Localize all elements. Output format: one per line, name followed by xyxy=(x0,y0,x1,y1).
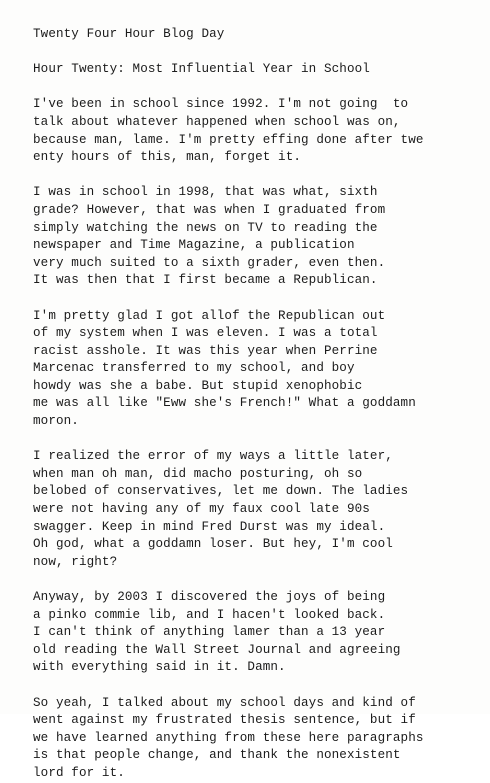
paragraph-line: enty hours of this, man, forget it. xyxy=(33,150,302,165)
paragraph-line: with everything said in it. Damn. xyxy=(33,660,286,675)
paragraph-line: I was in school in 1998, that was what, sixth xyxy=(33,185,378,200)
paragraph-line: is that people change, and thank the nonexistent xyxy=(33,748,401,763)
paragraph-3 xyxy=(33,308,483,431)
paragraph-line: moron. xyxy=(33,414,79,429)
paragraph-line: So yeah, I talked about my school days and kind of xyxy=(33,695,416,710)
paragraph-line: now, right? xyxy=(33,554,118,569)
paragraph-line: very much suited to a sixth grader, even then. xyxy=(33,255,386,270)
spacer xyxy=(33,44,483,62)
paragraph-line: howdy was she a babe. But stupid xenophobic xyxy=(33,378,363,393)
paragraph-line: me was all like "Eww she's French!" What a goddamn xyxy=(33,396,416,411)
spacer xyxy=(33,571,483,589)
spacer xyxy=(33,431,483,449)
paragraph-line: went against my frustrated thesis sentence, but if xyxy=(33,713,416,728)
paragraph-line: were not having any of my faux cool late 90s xyxy=(33,502,370,517)
paragraph-line: I can't think of anything lamer than a 13 year xyxy=(33,625,386,640)
document-title: Twenty Four Hour Blog Day xyxy=(33,27,225,41)
paragraph-line: belobed of conservatives, let me down. The ladies xyxy=(33,484,409,499)
paragraph-line: Anyway, by 2003 I discovered the joys of being xyxy=(33,590,386,604)
spacer xyxy=(33,79,483,97)
paragraph-line: a pinko commie lib, and I hacen't looked back. xyxy=(33,607,386,622)
paragraph-line: we have learned anything from these here paragraphs xyxy=(33,730,424,745)
paragraph-line: of my system when I was eleven. I was a total xyxy=(33,326,378,341)
paragraph-line: It was then that I first became a Republican. xyxy=(33,273,378,288)
spacer xyxy=(33,677,483,695)
paragraph-line: swagger. Keep in mind Fred Durst was my ideal. xyxy=(33,519,386,534)
paragraph-line: old reading the Wall Street Journal and agreeing xyxy=(33,642,401,657)
paragraph-line: Marcenac transferred to my school, and boy xyxy=(33,361,355,376)
paragraph-line: simply watching the news on TV to reading the xyxy=(33,220,378,235)
spacer xyxy=(33,167,483,185)
paragraph-line: because man, lame. I'm pretty effing done after twe xyxy=(33,132,424,147)
paragraph-line: I realized the error of my ways a little later, xyxy=(33,449,393,464)
paragraph-line: grade? However, that was when I graduated from xyxy=(33,202,386,217)
paragraph-line: when man oh man, did macho posturing, oh so xyxy=(33,466,363,481)
document-subtitle: Hour Twenty: Most Influential Year in School xyxy=(33,62,370,77)
paragraph-line: talk about whatever happened when school was on, xyxy=(33,114,401,129)
paragraph-line: lord for it. xyxy=(33,765,125,780)
paragraph-line: racist asshole. It was this year when Perrine xyxy=(33,343,378,358)
paragraph-line: I'm pretty glad I got allof the Republican out xyxy=(33,308,386,323)
paragraph-line: Oh god, what a goddamn loser. But hey, I'm cool xyxy=(33,537,393,552)
spacer xyxy=(33,290,483,308)
paragraph-4 xyxy=(33,448,483,571)
paragraph-line: newspaper and Time Magazine, a publication xyxy=(33,238,355,253)
paragraph-1 xyxy=(33,96,483,166)
paragraph-6 xyxy=(33,695,483,783)
paragraph-2 xyxy=(33,184,483,290)
document-body xyxy=(33,26,483,783)
paragraph-5 xyxy=(33,589,483,677)
paragraph-line: I've been in school since 1992. I'm not going to xyxy=(33,97,409,112)
